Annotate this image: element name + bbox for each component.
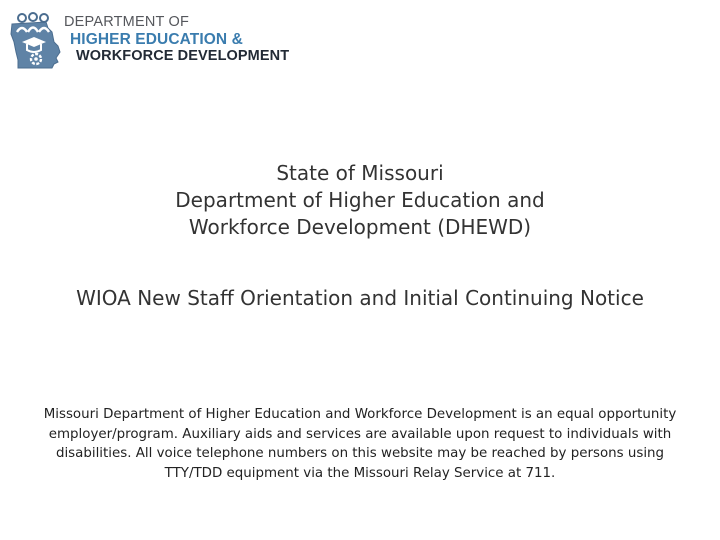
logo-text: [64, 14, 289, 65]
logo-line-higher-education: HIGHER EDUCATION &: [70, 31, 243, 48]
title-line-department: Department of Higher Education and: [175, 188, 545, 212]
missouri-state-outline-people-icon: [8, 12, 68, 70]
logo-line-workforce: WORKFORCE DEVELOPMENT: [76, 48, 290, 64]
title-line-state: State of Missouri: [276, 161, 444, 185]
slide-title: [0, 160, 720, 241]
logo-line-department: DEPARTMENT OF: [64, 14, 190, 30]
equal-opportunity-notice: Missouri Department of Higher Education and Workforce Development is an equal opportunity employer/program. Auxiliary aids and services are available upon request to individuals with disabilities. All voice telephone numbers on this website may be reached by persons using TTY/TDD equipment via the Missouri Relay Service at 711.: [43, 407, 677, 481]
title-line-workforce: Workforce Development (DHEWD): [188, 215, 532, 239]
dhewd-logo: [8, 8, 308, 70]
slide-subtitle: WIOA New Staff Orientation and Initial Continuing Notice: [76, 286, 644, 310]
